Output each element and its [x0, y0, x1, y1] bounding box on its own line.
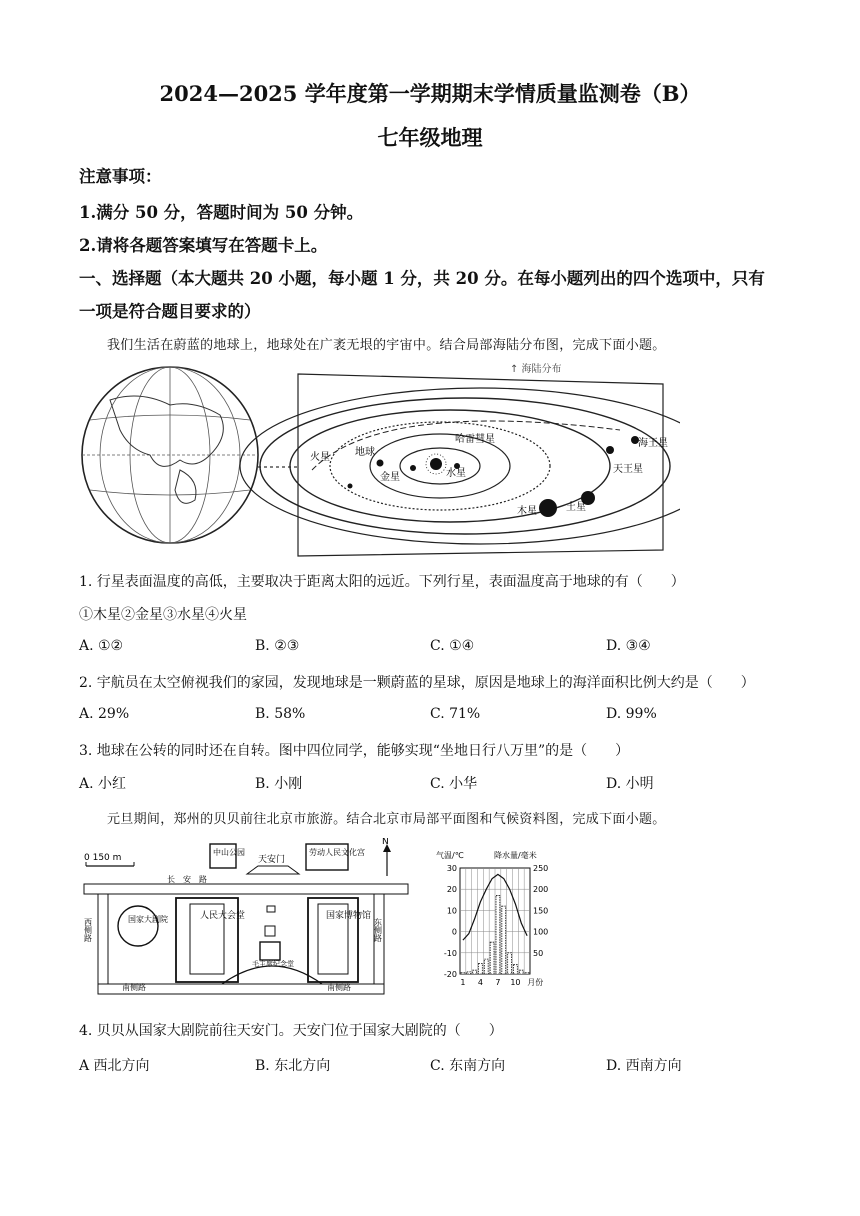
- question-1-sub: ①木星②金星③水星④火星: [79, 607, 247, 623]
- q4-option-c[interactable]: C. 东南方向: [430, 1058, 506, 1074]
- question-2-stem: 2. 宇航员在太空俯视我们的家园，发现地球是一颗蔚蓝的星球，原因是地球上的海洋面积比例大约是（ ）: [79, 675, 755, 691]
- road-south-right: 南侧路: [327, 983, 351, 992]
- section-heading-line1: 一、选择题（本大题共 20 小题，每小题 1 分，共 20 分。在每小题列出的四个选项中，只有: [79, 269, 765, 288]
- y2-tick-label: 200: [533, 885, 549, 895]
- y-tick-label: 0: [451, 927, 457, 937]
- y-tick-label: 10: [446, 906, 457, 916]
- y2-tick-label: 150: [533, 906, 549, 916]
- globe-icon: [82, 367, 258, 543]
- label-memorial: 毛主席纪念堂: [252, 960, 294, 968]
- intro-2: 元旦期间，郑州的贝贝前往北京市旅游。结合北京市局部平面图和气候资料图，完成下面小题。: [107, 812, 666, 827]
- q4-option-a[interactable]: A 西北方向: [79, 1058, 150, 1074]
- label-uranus: 天王星: [613, 464, 643, 475]
- precip-bar: [479, 963, 483, 974]
- label-theater: 国家大剧院: [128, 915, 168, 924]
- x-tick-label: 10: [510, 978, 521, 987]
- label-mercury: 水星: [446, 468, 466, 479]
- north-arrow-icon: [383, 844, 391, 876]
- q3-option-c[interactable]: C. 小华: [430, 776, 478, 792]
- label-museum: 国家博物馆: [326, 911, 372, 921]
- label-zhongshan: 中山公园: [213, 848, 245, 857]
- notice-item-1: 1.满分 50 分，答题时间为 50 分钟。: [79, 203, 364, 222]
- section-heading-line2: 一项是符合题目要求的）: [79, 302, 261, 321]
- q2-option-b[interactable]: B. 58%: [255, 706, 306, 722]
- chart-ylabel: 气温/℃: [436, 851, 464, 860]
- precip-bar: [490, 942, 494, 974]
- label-mars: 火星: [310, 452, 330, 463]
- y-tick-label: -20: [443, 970, 457, 979]
- precip-bar: [467, 972, 471, 974]
- map-scale: 0 150 m: [84, 853, 122, 863]
- label-venus: 金星: [380, 472, 400, 483]
- precip-bar: [508, 953, 512, 974]
- precip-bar: [502, 906, 506, 974]
- q3-option-b[interactable]: B. 小刚: [255, 776, 303, 792]
- x-axis-label: 月份: [527, 978, 544, 987]
- x-tick-label: 4: [477, 978, 483, 987]
- q2-option-d[interactable]: D. 99%: [606, 706, 657, 722]
- notice-heading: 注意事项：: [79, 167, 162, 186]
- page-subtitle: 七年级地理: [377, 125, 483, 150]
- figure-solar-system: [80, 360, 680, 560]
- label-jupiter: 木星: [517, 506, 537, 517]
- q2-option-c[interactable]: C. 71%: [430, 706, 481, 722]
- q4-option-d[interactable]: D. 西南方向: [606, 1058, 682, 1074]
- y-tick-label: 20: [446, 885, 457, 895]
- label-tiananmen: 天安门: [258, 855, 286, 865]
- road-east: 东侧路: [373, 918, 383, 942]
- x-tick-label: 7: [495, 978, 501, 987]
- q3-option-a[interactable]: A. 小红: [79, 776, 127, 792]
- climate-chart: [432, 846, 572, 996]
- q3-option-d[interactable]: D. 小明: [606, 776, 654, 792]
- map-north: N: [382, 838, 389, 847]
- figure-header-label: ↑ 海陆分布: [510, 364, 562, 375]
- label-laodong: 劳动人民文化宫: [309, 848, 365, 857]
- q1-option-c[interactable]: C. ①④: [430, 638, 475, 654]
- precip-bar: [461, 973, 465, 974]
- page-title: 2024—2025 学年度第一学期期末学情质量监测卷（B）: [159, 81, 701, 106]
- y2-tick-label: 100: [533, 927, 549, 937]
- label-halley: 哈雷彗星: [455, 434, 495, 445]
- figure-beijing-map: [82, 838, 412, 1000]
- label-saturn: 土星: [566, 502, 586, 513]
- road-north: 长 安 路: [167, 875, 207, 884]
- y-tick-label: 30: [446, 864, 457, 873]
- q1-option-a[interactable]: A. ①②: [79, 638, 124, 654]
- question-1-stem: 1. 行星表面温度的高低，主要取决于距离太阳的远近。下列行星，表面温度高于地球的有（ ）: [79, 574, 685, 590]
- y2-tick-label: 250: [533, 864, 549, 873]
- precip-bar: [484, 959, 488, 974]
- notice-item-2: 2.请将各题答案填写在答题卡上。: [79, 236, 328, 255]
- label-earth: 地球: [355, 447, 375, 458]
- label-neptune: 海王星: [638, 438, 668, 449]
- precip-bar: [496, 896, 500, 974]
- precip-bar: [519, 970, 523, 974]
- road-south-left: 南侧路: [122, 983, 146, 992]
- precip-bar: [525, 973, 529, 974]
- q4-option-b[interactable]: B. 东北方向: [255, 1058, 331, 1074]
- x-tick-label: 1: [460, 978, 466, 987]
- y2-tick-label: 50: [533, 948, 544, 958]
- question-3-stem: 3. 地球在公转的同时还在自转。图中四位同学，能够实现“坐地日行八万里”的是（ ）: [79, 743, 630, 759]
- chart-y2label: 降水量/毫米: [494, 851, 537, 860]
- q1-option-d[interactable]: D. ③④: [606, 638, 651, 654]
- q2-option-a[interactable]: A. 29%: [79, 706, 130, 722]
- question-4-stem: 4. 贝贝从国家大剧院前往天安门。天安门位于国家大剧院的（ ）: [79, 1023, 503, 1039]
- label-hall: 人民大会堂: [200, 911, 246, 921]
- precip-bar: [473, 970, 477, 974]
- precip-bar: [514, 965, 518, 974]
- y-tick-label: -10: [443, 948, 457, 958]
- intro-1: 我们生活在蔚蓝的地球上，地球处在广袤无垠的宇宙中。结合局部海陆分布图，完成下面小题。: [107, 338, 666, 353]
- q1-option-b[interactable]: B. ②③: [255, 638, 300, 654]
- road-west: 西侧路: [83, 918, 93, 942]
